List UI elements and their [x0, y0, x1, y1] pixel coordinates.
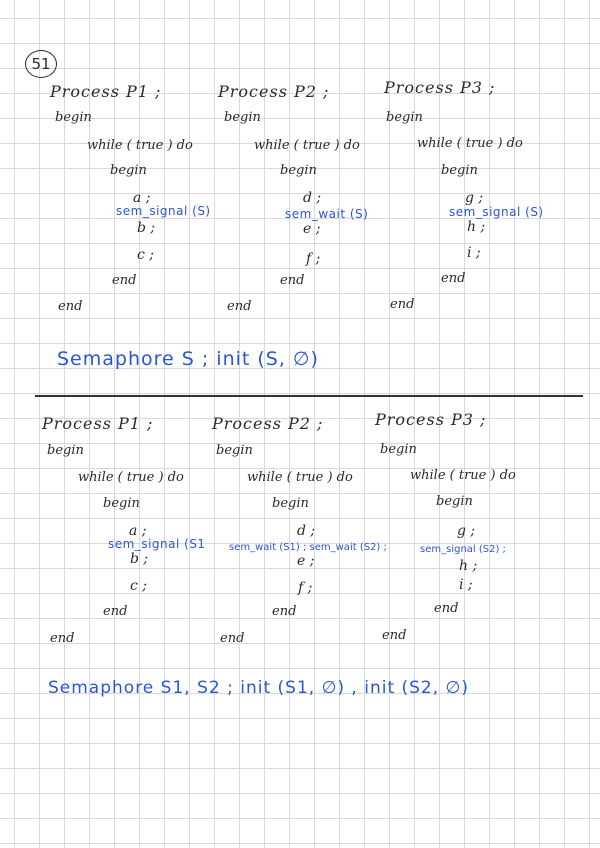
process-p3-while: while ( true ) do	[417, 136, 523, 151]
process2-p1-end-inner: end	[103, 604, 128, 619]
process-p1-while: while ( true ) do	[87, 138, 193, 153]
process-p3-sem-op: sem_signal (S)	[449, 205, 544, 219]
process-p1-sem-op: sem_signal (S)	[116, 204, 211, 218]
process2-p2-header: Process P2 ;	[212, 414, 324, 433]
process2-p3-end: end	[382, 628, 407, 643]
process2-p1-end: end	[50, 631, 75, 646]
problem-number-badge: 51	[25, 50, 57, 78]
section-divider	[35, 395, 583, 397]
process2-p1-begin: begin	[47, 443, 84, 458]
process2-p1-stmt-a: a ;	[129, 523, 147, 539]
process2-p2-end: end	[220, 631, 245, 646]
process2-p3-header: Process P3 ;	[375, 410, 487, 429]
process-p3-header: Process P3 ;	[384, 78, 496, 97]
process2-p3-begin: begin	[380, 442, 417, 457]
process-p3-stmt-g: g ;	[465, 190, 484, 206]
process-p3-inner-begin: begin	[441, 163, 478, 178]
process2-p2-stmt-f: f ;	[298, 580, 313, 596]
process2-p3-while: while ( true ) do	[410, 468, 516, 483]
process-p2-stmt-d: d ;	[303, 190, 322, 206]
process2-p3-stmt-h: h ;	[459, 558, 478, 574]
process2-p3-stmt-g: g ;	[457, 523, 476, 539]
process-p3-stmt-h: h ;	[467, 219, 486, 235]
process2-p3-end-inner: end	[434, 601, 459, 616]
process-p3-begin: begin	[386, 110, 423, 125]
semaphore-declaration-1: Semaphore S ; init (S, ∅)	[57, 348, 319, 370]
process2-p1-header: Process P1 ;	[42, 414, 154, 433]
process2-p2-stmt-d: d ;	[297, 523, 316, 539]
process-p3-end-inner: end	[441, 271, 466, 286]
process-p3-stmt-i: i ;	[467, 245, 481, 261]
process2-p1-while: while ( true ) do	[78, 470, 184, 485]
process-p2-while: while ( true ) do	[254, 138, 360, 153]
process-p1-end-inner: end	[112, 273, 137, 288]
process-p2-end: end	[227, 299, 252, 314]
process-p1-header: Process P1 ;	[50, 82, 162, 101]
process2-p2-begin: begin	[216, 443, 253, 458]
process-p1-stmt-a: a ;	[133, 190, 151, 206]
process-p2-stmt-e: e ;	[303, 221, 321, 237]
process2-p2-while: while ( true ) do	[247, 470, 353, 485]
process-p2-end-inner: end	[280, 273, 305, 288]
process2-p1-inner-begin: begin	[103, 496, 140, 511]
semaphore-declaration-2: Semaphore S1, S2 ; init (S1, ∅) , init (S2, ∅)	[48, 678, 469, 698]
process-p3-end: end	[390, 297, 415, 312]
process-p2-begin: begin	[224, 110, 261, 125]
process-p2-header: Process P2 ;	[218, 82, 330, 101]
process2-p3-sem-op: sem_signal (S2) ;	[420, 544, 506, 555]
process2-p1-stmt-c: c ;	[130, 578, 148, 594]
process-p1-inner-begin: begin	[110, 163, 147, 178]
process2-p3-inner-begin: begin	[436, 494, 473, 509]
process-p1-end: end	[58, 299, 83, 314]
process-p1-stmt-b: b ;	[137, 220, 156, 236]
process2-p3-stmt-i: i ;	[459, 577, 473, 593]
process2-p2-stmt-e: e ;	[297, 553, 315, 569]
process-p1-stmt-c: c ;	[137, 247, 155, 263]
process-p2-stmt-f: f ;	[306, 251, 321, 267]
process2-p1-stmt-b: b ;	[130, 551, 149, 567]
process-p2-sem-op: sem_wait (S)	[285, 207, 369, 221]
process2-p2-inner-begin: begin	[272, 496, 309, 511]
process2-p1-sem-op: sem_signal (S1	[108, 537, 206, 551]
process2-p2-sem-op: sem_wait (S1) ; sem_wait (S2) ;	[229, 542, 387, 553]
process2-p2-end-inner: end	[272, 604, 297, 619]
process-p2-inner-begin: begin	[280, 163, 317, 178]
process-p1-begin: begin	[55, 110, 92, 125]
